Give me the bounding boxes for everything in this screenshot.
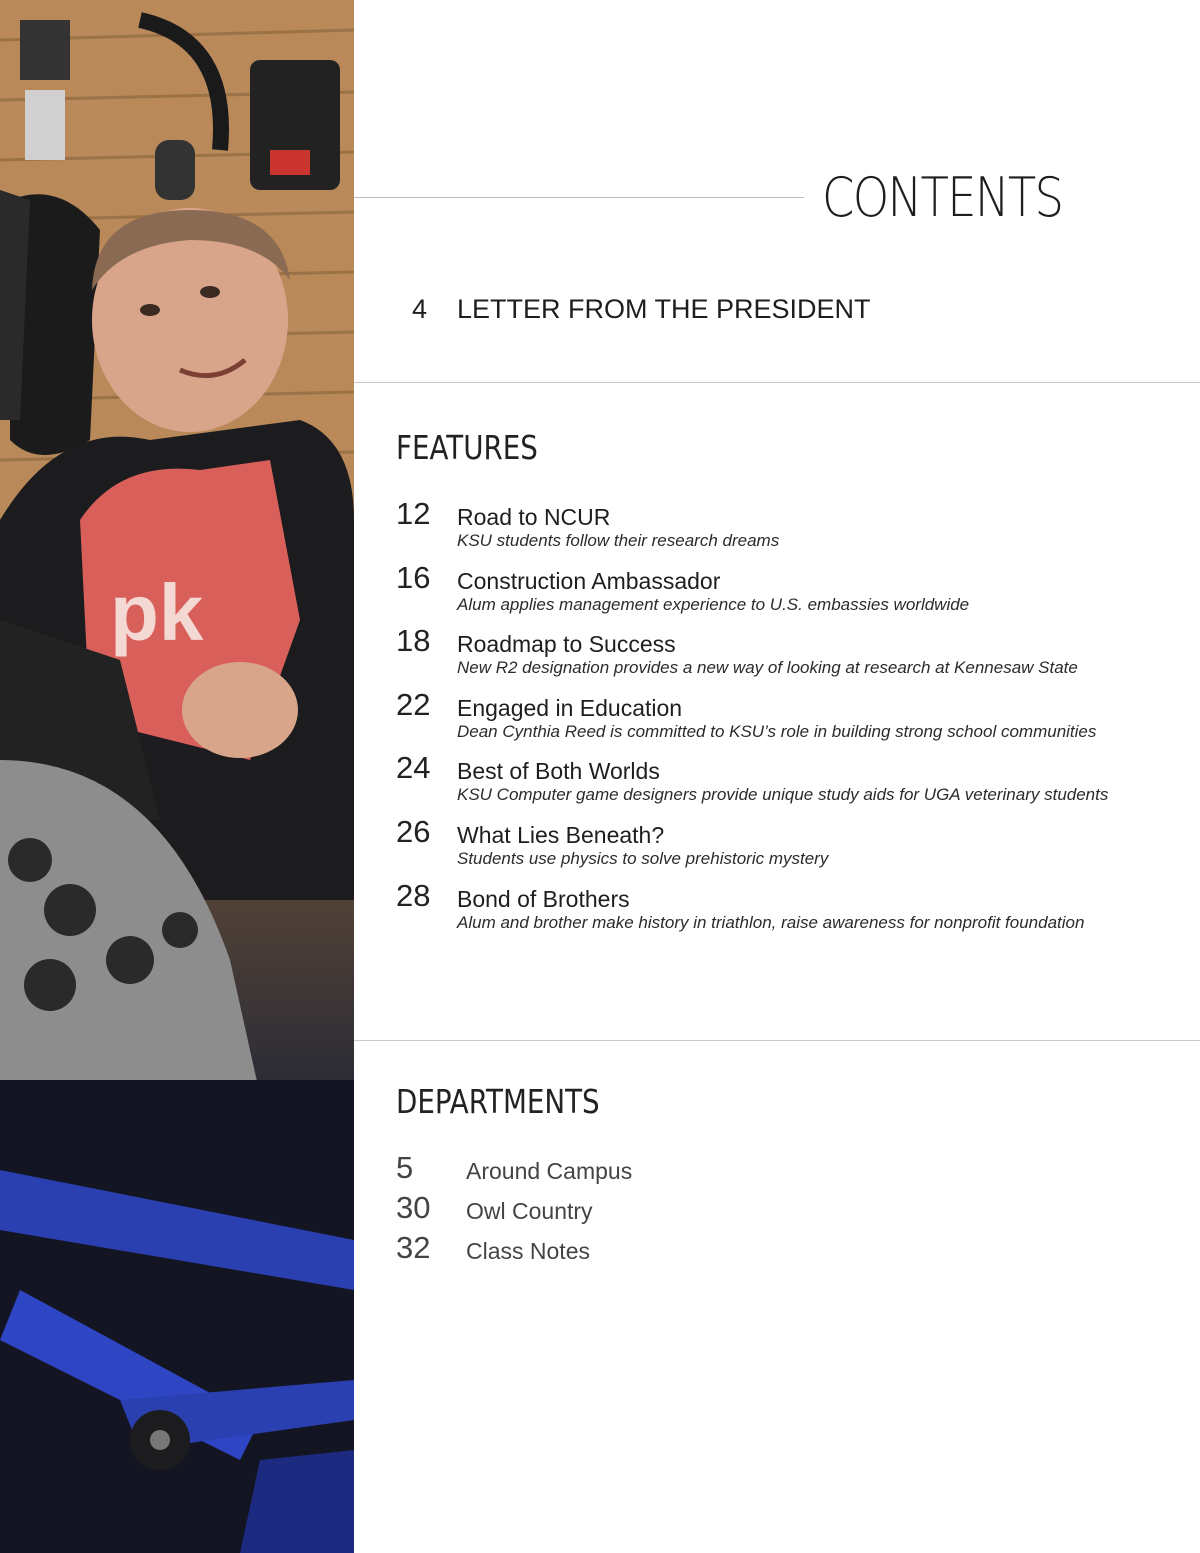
features-heading: FEATURES xyxy=(396,428,538,467)
cover-photo xyxy=(0,0,354,1553)
feature-title: Roadmap to Success xyxy=(457,631,676,658)
page-number: 24 xyxy=(396,750,431,786)
feature-item[interactable] xyxy=(396,496,1196,560)
feature-subtitle: Dean Cynthia Reed is committed to KSU’s role in building strong school communities xyxy=(457,721,1097,741)
photo-illustration xyxy=(0,0,354,1553)
page-number: 30 xyxy=(396,1190,431,1225)
page-number: 32 xyxy=(396,1230,431,1265)
page-number: 28 xyxy=(396,877,431,913)
feature-title: Best of Both Worlds xyxy=(457,758,660,785)
feature-item[interactable] xyxy=(396,878,1196,942)
page-number: 22 xyxy=(396,686,431,722)
page-title: CONTENTS xyxy=(822,166,1063,229)
feature-title: Road to NCUR xyxy=(457,504,611,530)
letter-entry[interactable] xyxy=(412,294,871,325)
feature-subtitle: Students use physics to solve prehistoric mystery xyxy=(457,848,829,868)
feature-item[interactable] xyxy=(396,750,1196,814)
section-divider xyxy=(354,1040,1200,1041)
feature-item[interactable] xyxy=(396,560,1196,624)
page-number: 12 xyxy=(396,496,431,531)
feature-subtitle: Alum and brother make history in triathlon, raise awareness for nonprofit foundation xyxy=(457,912,1085,932)
feature-item[interactable] xyxy=(396,623,1196,687)
page-number: 16 xyxy=(396,559,431,595)
department-label: Around Campus xyxy=(466,1158,633,1184)
feature-subtitle: New R2 designation provides a new way of looking at research at Kennesaw State xyxy=(457,658,1078,678)
feature-item[interactable] xyxy=(396,814,1196,878)
features-list xyxy=(396,496,1196,941)
svg-text:pk: pk xyxy=(110,568,204,657)
title-rule xyxy=(354,197,804,198)
feature-subtitle: KSU Computer game designers provide unique study aids for UGA veterinary students xyxy=(457,785,1109,805)
feature-title: Bond of Brothers xyxy=(457,885,630,912)
section-divider xyxy=(354,382,1200,383)
page-number: 4 xyxy=(412,294,428,324)
page-number: 26 xyxy=(396,813,431,849)
department-label: Class Notes xyxy=(466,1238,590,1264)
feature-item[interactable] xyxy=(396,687,1196,751)
page-number: 18 xyxy=(396,623,431,659)
departments-heading: DEPARTMENTS xyxy=(396,1082,600,1121)
feature-title: Construction Ambassador xyxy=(457,567,721,594)
feature-title: Engaged in Education xyxy=(457,694,683,721)
department-label: Owl Country xyxy=(466,1198,593,1224)
feature-subtitle: Alum applies management experience to U.S. embassies worldwide xyxy=(457,594,970,614)
entry-title: LETTER FROM THE PRESIDENT xyxy=(457,294,871,324)
feature-title: What Lies Beneath? xyxy=(457,821,665,848)
page-number: 5 xyxy=(396,1150,414,1185)
feature-subtitle: KSU students follow their research dreams xyxy=(457,531,780,550)
